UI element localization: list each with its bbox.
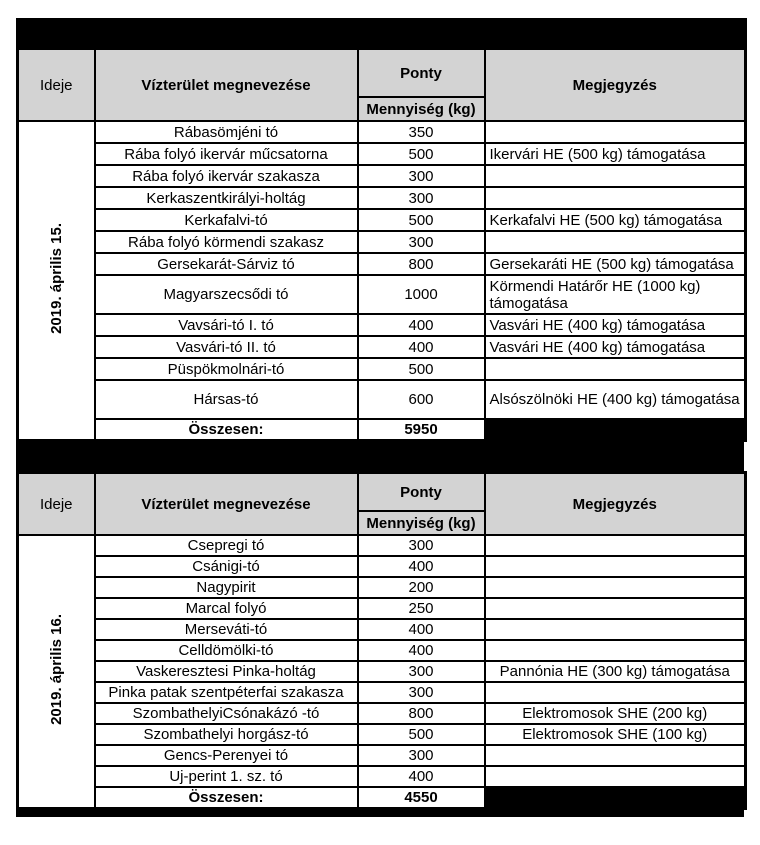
table-row	[18, 598, 746, 619]
quantity: 400	[358, 314, 485, 336]
note: Vasvári HE (400 kg) támogatása	[485, 314, 746, 336]
quantity: 500	[358, 143, 485, 165]
note	[485, 766, 746, 787]
column-header-megjegyzes: Megjegyzés	[485, 49, 746, 121]
note	[485, 231, 746, 253]
note: Ikervári HE (500 kg) támogatása	[485, 143, 746, 165]
black-separator-band	[16, 442, 744, 471]
table-row	[18, 619, 746, 640]
top-black-band	[18, 20, 746, 50]
quantity: 500	[358, 724, 485, 745]
stocking-table-april-16	[16, 471, 747, 810]
water-name: Püspökmolnári-tó	[95, 358, 358, 380]
table-row	[18, 336, 746, 358]
table-row	[18, 577, 746, 598]
black-filler-cell	[485, 419, 746, 441]
note	[485, 187, 746, 209]
water-name: Vasvári-tó II. tó	[95, 336, 358, 358]
table-row	[18, 745, 746, 766]
water-name: Csepregi tó	[95, 535, 358, 556]
column-header-mennyiseg: Mennyiség (kg)	[358, 511, 485, 535]
table-row	[18, 380, 746, 419]
note	[485, 535, 746, 556]
note: Vasvári HE (400 kg) támogatása	[485, 336, 746, 358]
note	[485, 165, 746, 187]
quantity: 500	[358, 358, 485, 380]
table-row	[18, 275, 746, 314]
water-name: Rábasömjéni tó	[95, 121, 358, 143]
total-row	[18, 787, 746, 809]
note	[485, 619, 746, 640]
water-name: Kerkafalvi-tó	[95, 209, 358, 231]
note	[485, 745, 746, 766]
quantity: 400	[358, 556, 485, 577]
note: Pannónia HE (300 kg) támogatása	[485, 661, 746, 682]
bottom-black-strip	[16, 810, 744, 817]
note: Gersekaráti HE (500 kg) támogatása	[485, 253, 746, 275]
header-row	[18, 49, 746, 97]
quantity: 400	[358, 640, 485, 661]
table-row	[18, 724, 746, 745]
water-name: Nagypirit	[95, 577, 358, 598]
black-band	[18, 20, 746, 50]
column-header-ponty: Ponty	[358, 473, 485, 512]
note	[485, 682, 746, 703]
table-row	[18, 121, 746, 143]
quantity: 1000	[358, 275, 485, 314]
water-name: Pinka patak szentpéterfai szakasza	[95, 682, 358, 703]
water-name: Vaskeresztesi Pinka-holtág	[95, 661, 358, 682]
quantity: 800	[358, 253, 485, 275]
note: Elektromosok SHE (200 kg)	[485, 703, 746, 724]
water-name: Gersekarát-Sárviz tó	[95, 253, 358, 275]
note	[485, 640, 746, 661]
quantity: 200	[358, 577, 485, 598]
quantity: 300	[358, 187, 485, 209]
table-row	[18, 209, 746, 231]
quantity: 400	[358, 336, 485, 358]
column-header-ponty: Ponty	[358, 49, 485, 97]
column-header-mennyiseg: Mennyiség (kg)	[358, 97, 485, 121]
date-label: 2019. április 16.	[47, 614, 65, 725]
water-name: Magyarszecsődi tó	[95, 275, 358, 314]
quantity: 300	[358, 745, 485, 766]
table-row	[18, 535, 746, 556]
note: Elektromosok SHE (100 kg)	[485, 724, 746, 745]
quantity: 300	[358, 682, 485, 703]
water-name: Vavsári-tó I. tó	[95, 314, 358, 336]
table-row	[18, 556, 746, 577]
table-row	[18, 766, 746, 787]
water-name: Uj-perint 1. sz. tó	[95, 766, 358, 787]
water-name: Szombathelyi horgász-tó	[95, 724, 358, 745]
table-row	[18, 187, 746, 209]
table-row	[18, 703, 746, 724]
column-header-ideje: Ideje	[18, 49, 95, 121]
note: Körmendi Határőr HE (1000 kg) támogatása	[485, 275, 746, 314]
table-row	[18, 165, 746, 187]
water-name: SzombathelyiCsónakázó -tó	[95, 703, 358, 724]
document-sheet	[16, 18, 744, 817]
date-cell	[18, 121, 95, 441]
water-name: Kerkaszentkirályi-holtág	[95, 187, 358, 209]
water-name: Hársas-tó	[95, 380, 358, 419]
table-row	[18, 143, 746, 165]
note	[485, 598, 746, 619]
black-filler-cell	[485, 787, 746, 809]
water-name: Rába folyó ikervár műcsatorna	[95, 143, 358, 165]
table-row	[18, 661, 746, 682]
note	[485, 577, 746, 598]
note	[485, 121, 746, 143]
note: Kerkafalvi HE (500 kg) támogatása	[485, 209, 746, 231]
header-row	[18, 473, 746, 512]
column-header-ideje: Ideje	[18, 473, 95, 536]
quantity: 250	[358, 598, 485, 619]
total-label: Összesen:	[95, 787, 358, 809]
water-name: Gencs-Perenyei tó	[95, 745, 358, 766]
total-label: Összesen:	[95, 419, 358, 441]
note	[485, 358, 746, 380]
date-cell	[18, 535, 95, 809]
quantity: 400	[358, 619, 485, 640]
column-header-megjegyzes: Megjegyzés	[485, 473, 746, 536]
total-quantity: 4550	[358, 787, 485, 809]
quantity: 300	[358, 165, 485, 187]
table-row	[18, 314, 746, 336]
water-name: Rába folyó körmendi szakasz	[95, 231, 358, 253]
column-header-vizterulet: Vízterület megnevezése	[95, 49, 358, 121]
water-name: Celldömölki-tó	[95, 640, 358, 661]
note	[485, 556, 746, 577]
total-quantity: 5950	[358, 419, 485, 441]
stocking-table-april-15	[16, 18, 747, 442]
water-name: Csánigi-tó	[95, 556, 358, 577]
quantity: 300	[358, 231, 485, 253]
table-row	[18, 640, 746, 661]
quantity: 300	[358, 661, 485, 682]
table-row	[18, 358, 746, 380]
quantity: 600	[358, 380, 485, 419]
quantity: 800	[358, 703, 485, 724]
water-name: Rába folyó ikervár szakasza	[95, 165, 358, 187]
quantity: 300	[358, 535, 485, 556]
quantity: 350	[358, 121, 485, 143]
column-header-vizterulet: Vízterület megnevezése	[95, 473, 358, 536]
note: Alsószölnöki HE (400 kg) támogatása	[485, 380, 746, 419]
water-name: Marcal folyó	[95, 598, 358, 619]
quantity: 500	[358, 209, 485, 231]
table-row	[18, 231, 746, 253]
water-name: Merseváti-tó	[95, 619, 358, 640]
quantity: 400	[358, 766, 485, 787]
table-row	[18, 253, 746, 275]
date-label: 2019. április 15.	[47, 223, 65, 334]
total-row	[18, 419, 746, 441]
table-row	[18, 682, 746, 703]
